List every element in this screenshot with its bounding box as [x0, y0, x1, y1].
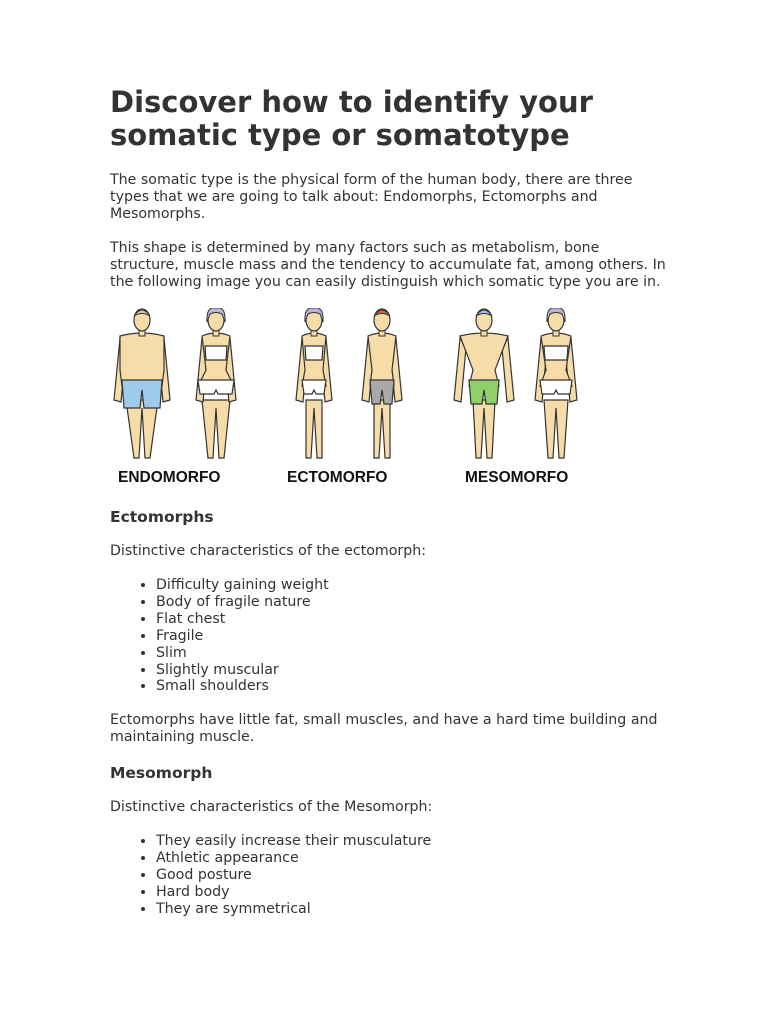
top [305, 346, 323, 360]
legs [306, 400, 322, 458]
top [544, 346, 568, 360]
intro-paragraph-2: This shape is determined by many factors such as metabolism, bone structure, muscle mass and the tendency to accumulate fat, among others. In the following image you can easily distinguish which somatic type you are in. [110, 240, 666, 290]
list-item: • Fragile [156, 628, 670, 645]
label-ectomorfo: ECTOMORFO [287, 469, 388, 486]
list-item: • They easily increase their musculature [156, 833, 670, 850]
mesomorph-intro: Distinctive characteristics of the Mesomorph: [110, 799, 433, 816]
torso [368, 333, 396, 386]
label-endomorfo: ENDOMORFO [118, 469, 221, 486]
mesomorph-female-figure [535, 308, 577, 458]
list-item: • Body of fragile nature [156, 594, 670, 611]
document-page [110, 86, 670, 918]
endomorph-female-figure [196, 308, 236, 458]
legs [544, 400, 568, 458]
torso [120, 333, 164, 386]
list-item: • Athletic appearance [156, 850, 670, 867]
list-item: • Slim [156, 645, 670, 662]
list-item: • They are symmetrical [156, 901, 670, 918]
mesomorph-male-figure [454, 309, 514, 458]
legs [473, 400, 495, 458]
ectomorph-summary: Ectomorphs have little fat, small muscles, and have a hard time building and maintaining muscle. [110, 712, 658, 746]
legs [202, 400, 230, 458]
ectomorph-intro: Distinctive characteristics of the ectomorph: [110, 543, 427, 559]
ectomorph-male-figure [362, 309, 402, 458]
mesomorph-characteristics-list [110, 833, 670, 918]
top [205, 346, 227, 360]
list-item: • Difficulty gaining weight [156, 577, 670, 594]
shorts [198, 380, 234, 394]
label-mesomorfo: MESOMORFO [465, 469, 569, 486]
list-item: • Small shoulders [156, 678, 670, 695]
intro-paragraph-1: The somatic type is the physical form of the human body, there are three types that we are going to talk about: Endomorphs, Ectomorphs and Mesomorphs. [110, 172, 633, 222]
shorts [540, 380, 572, 394]
endomorph-male-figure [114, 309, 170, 458]
list-item: • Hard body [156, 884, 670, 901]
ectomorph-characteristics-list [110, 577, 670, 695]
page-title: Discover how to identify your somatic type or somatotype [110, 85, 593, 152]
somatotype-illustration [110, 308, 590, 494]
list-item: • Slightly muscular [156, 662, 670, 679]
list-item: • Good posture [156, 867, 670, 884]
legs [126, 400, 158, 458]
shorts [302, 380, 326, 394]
section-heading-ectomorphs: Ectomorphs [110, 508, 214, 526]
section-heading-mesomorph: Mesomorph [110, 764, 213, 783]
torso [460, 333, 508, 386]
list-item: • Flat chest [156, 611, 670, 628]
ectomorph-female-figure [296, 308, 332, 458]
legs [374, 400, 390, 458]
